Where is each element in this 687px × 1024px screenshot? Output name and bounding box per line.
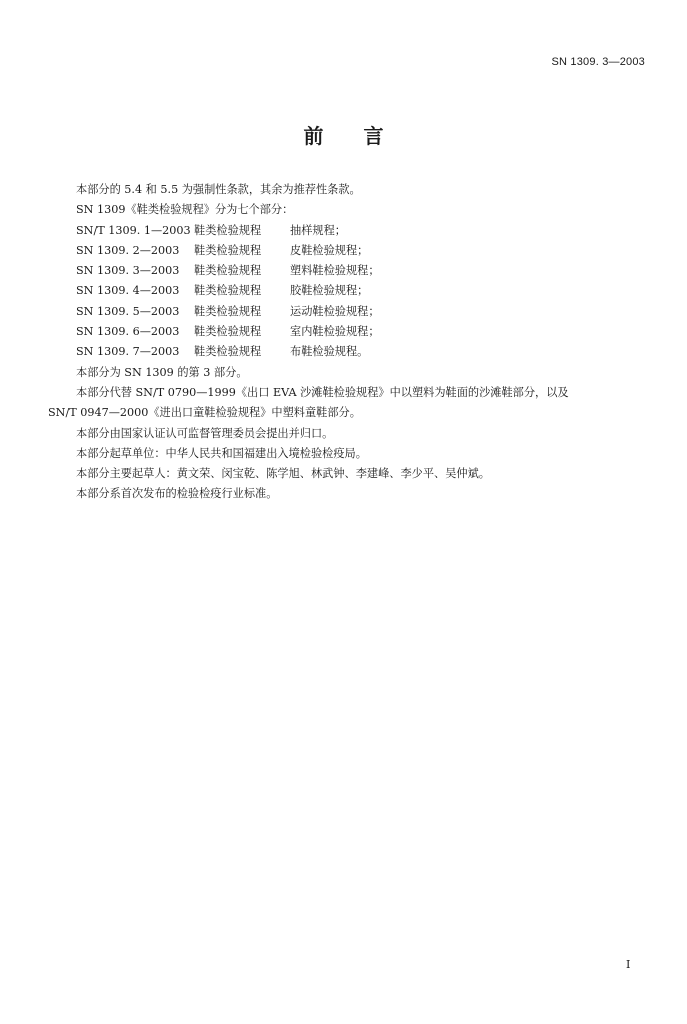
part-name: 鞋类检验规程	[194, 243, 262, 257]
part-code: SN 1309. 3—2003	[76, 264, 180, 278]
part-list-item	[48, 241, 648, 261]
replaces-paragraph: 本部分代替 SN/T 0790—1999《出口 EVA 沙滩鞋检验规程》中以塑料为鞋面的沙滩鞋部分，以及	[76, 385, 569, 399]
part-name: 鞋类检验规程	[194, 325, 262, 339]
part-code: SN 1309. 5—2003	[76, 304, 180, 318]
part-subtitle: 塑料鞋检验规程；	[290, 264, 380, 278]
proposed-paragraph: 本部分由国家认证认可监督管理委员会提出并归口。	[76, 426, 334, 440]
part-subtitle: 室内鞋检验规程；	[290, 325, 380, 339]
part-code: SN 1309. 2—2003	[76, 243, 180, 257]
part-code: SN/T 1309. 1—2003	[76, 223, 191, 237]
part-list-item	[48, 302, 648, 322]
intro-paragraph: SN 1309《鞋类检验规程》分为七个部分：	[76, 203, 294, 217]
drafting-unit-paragraph: 本部分起草单位：中华人民共和国福建出入境检验检疫局。	[76, 446, 367, 460]
part-subtitle: 胶鞋检验规程；	[290, 284, 369, 298]
part-subtitle: 皮鞋检验规程；	[290, 243, 369, 257]
part-subtitle: 抽样规程；	[290, 223, 346, 237]
part-name: 鞋类检验规程	[194, 264, 262, 278]
intro-paragraph: 本部分的 5.4 和 5.5 为强制性条款，其余为推荐性条款。	[76, 183, 361, 196]
part-code: SN 1309. 4—2003	[76, 284, 180, 298]
part-code: SN 1309. 7—2003	[76, 345, 180, 359]
replaces-paragraph-continued: SN/T 0947—2000《进出口童鞋检验规程》中塑料童鞋部分。	[48, 406, 361, 420]
part-name: 鞋类检验规程	[194, 284, 262, 298]
part-list-item	[48, 261, 648, 281]
part-name: 鞋类检验规程	[194, 304, 262, 318]
page-number: I	[626, 958, 631, 971]
title-char-1: 前	[303, 124, 324, 148]
standard-code: SN 1309. 3—2003	[551, 56, 645, 68]
part-of-paragraph: 本部分为 SN 1309 的第 3 部分。	[76, 365, 248, 379]
part-list-item	[48, 342, 648, 362]
part-code: SN 1309. 6—2003	[76, 325, 180, 339]
first-release-paragraph: 本部分系首次发布的检验检疫行业标准。	[76, 487, 278, 501]
part-list-item	[48, 281, 648, 301]
foreword-body	[48, 180, 648, 505]
part-subtitle: 布鞋检验规程。	[290, 345, 369, 359]
part-name: 鞋类检验规程	[194, 345, 262, 359]
part-subtitle: 运动鞋检验规程；	[290, 304, 380, 318]
part-list-item	[48, 221, 648, 241]
page-title	[0, 120, 687, 149]
part-name: 鞋类检验规程	[194, 223, 262, 237]
title-char-2: 言	[363, 124, 384, 148]
drafters-paragraph: 本部分主要起草人：黄文荣、闵宝乾、陈学旭、林武钟、李建峰、李少平、吴仲斌。	[76, 467, 490, 481]
part-list-item	[48, 322, 648, 342]
